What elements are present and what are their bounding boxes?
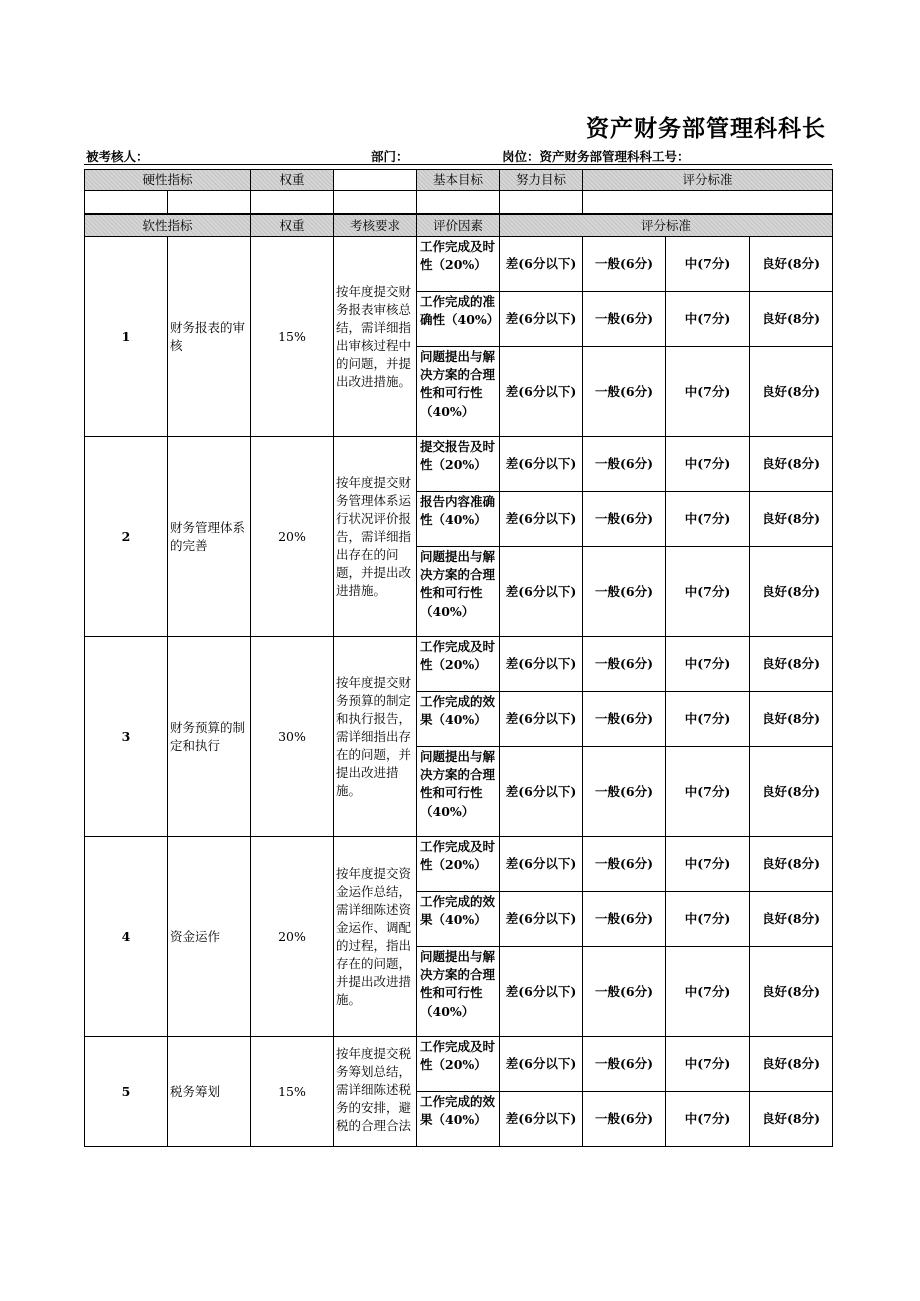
item-requirement: 按年度提交财务管理体系运行状况评价报告，需详细指出存在的问题，并提出改进措施。: [333, 436, 417, 637]
hard-header-indicator: 硬性指标: [84, 169, 251, 191]
score-good: 良好(8分): [749, 436, 833, 492]
item-weight: 20%: [250, 436, 334, 637]
soft-header-weight: 权重: [250, 214, 334, 237]
score-medium: 中(7分): [665, 491, 750, 547]
score-good: 良好(8分): [749, 346, 833, 437]
item-number: 2: [84, 436, 168, 637]
evaluation-factor: 报告内容准确性（40%）: [416, 491, 500, 547]
evaluation-factor: 问题提出与解决方案的合理性和可行性（40%）: [416, 546, 500, 637]
score-good: 良好(8分): [749, 291, 833, 347]
soft-header-requirement: 考核要求: [333, 214, 417, 237]
score-medium: 中(7分): [665, 1036, 750, 1092]
evaluation-factor: 工作完成的效果（40%）: [416, 1091, 500, 1147]
score-medium: 中(7分): [665, 891, 750, 947]
item-name: 资金运作: [167, 836, 251, 1037]
hard-empty-cell[interactable]: [582, 190, 833, 214]
score-medium: 中(7分): [665, 546, 750, 637]
hard-empty-cell[interactable]: [499, 190, 583, 214]
evaluation-factor: 工作完成的效果（40%）: [416, 891, 500, 947]
score-medium: 中(7分): [665, 691, 750, 747]
hard-header-blank: [333, 169, 417, 191]
score-good: 良好(8分): [749, 236, 833, 292]
score-fair: 一般(6分): [582, 236, 666, 292]
score-medium: 中(7分): [665, 291, 750, 347]
item-weight: 15%: [250, 1036, 334, 1147]
score-medium: 中(7分): [665, 836, 750, 892]
score-medium: 中(7分): [665, 346, 750, 437]
score-poor: 差(6分以下): [499, 546, 583, 637]
evaluation-factor: 工作完成的准确性（40%）: [416, 291, 500, 347]
score-good: 良好(8分): [749, 746, 833, 837]
score-fair: 一般(6分): [582, 1036, 666, 1092]
score-poor: 差(6分以下): [499, 891, 583, 947]
item-requirement: 按年度提交财务报表审核总结，需详细指出审核过程中的问题，并提出改进措施。: [333, 236, 417, 437]
score-poor: 差(6分以下): [499, 346, 583, 437]
score-poor: 差(6分以下): [499, 1091, 583, 1147]
score-poor: 差(6分以下): [499, 436, 583, 492]
item-requirement: 按年度提交财务预算的制定和执行报告，需详细指出存在的问题，并提出改进措施。: [333, 636, 417, 837]
score-medium: 中(7分): [665, 636, 750, 692]
score-good: 良好(8分): [749, 1036, 833, 1092]
item-weight: 30%: [250, 636, 334, 837]
evaluation-factor: 问题提出与解决方案的合理性和可行性（40%）: [416, 346, 500, 437]
score-poor: 差(6分以下): [499, 291, 583, 347]
score-fair: 一般(6分): [582, 546, 666, 637]
hard-empty-cell[interactable]: [84, 190, 168, 214]
evaluation-factor: 工作完成的效果（40%）: [416, 691, 500, 747]
item-number: 5: [84, 1036, 168, 1147]
score-medium: 中(7分): [665, 1091, 750, 1147]
hard-header-weight: 权重: [250, 169, 334, 191]
score-poor: 差(6分以下): [499, 746, 583, 837]
evaluation-factor: 提交报告及时性（20%）: [416, 436, 500, 492]
score-good: 良好(8分): [749, 891, 833, 947]
score-fair: 一般(6分): [582, 291, 666, 347]
score-poor: 差(6分以下): [499, 691, 583, 747]
score-fair: 一般(6分): [582, 691, 666, 747]
item-number: 3: [84, 636, 168, 837]
score-good: 良好(8分): [749, 636, 833, 692]
item-number: 1: [84, 236, 168, 437]
page-title: 资产财务部管理科科长: [586, 115, 826, 142]
score-fair: 一般(6分): [582, 891, 666, 947]
score-medium: 中(7分): [665, 436, 750, 492]
score-good: 良好(8分): [749, 546, 833, 637]
score-good: 良好(8分): [749, 691, 833, 747]
item-requirement: 按年度提交税务筹划总结，需详细陈述税务的安排，避税的合理合法: [333, 1036, 417, 1147]
item-name: 财务预算的制定和执行: [167, 636, 251, 837]
item-name: 财务管理体系的完善: [167, 436, 251, 637]
evaluation-factor: 工作完成及时性（20%）: [416, 836, 500, 892]
hard-empty-cell[interactable]: [333, 190, 417, 214]
score-poor: 差(6分以下): [499, 636, 583, 692]
examinee-label: 被考核人：: [86, 149, 149, 164]
score-fair: 一般(6分): [582, 346, 666, 437]
score-good: 良好(8分): [749, 946, 833, 1037]
score-medium: 中(7分): [665, 236, 750, 292]
soft-header-scoring: 评分标准: [499, 214, 833, 237]
soft-header-factor: 评价因素: [416, 214, 500, 237]
score-fair: 一般(6分): [582, 636, 666, 692]
score-good: 良好(8分): [749, 1091, 833, 1147]
score-fair: 一般(6分): [582, 491, 666, 547]
score-poor: 差(6分以下): [499, 946, 583, 1037]
evaluation-factor: 问题提出与解决方案的合理性和可行性（40%）: [416, 746, 500, 837]
info-underline: [84, 164, 832, 165]
hard-empty-cell[interactable]: [250, 190, 334, 214]
evaluation-factor: 工作完成及时性（20%）: [416, 636, 500, 692]
position-label: 岗位：资产财务部管理科科工号：: [502, 149, 690, 164]
item-number: 4: [84, 836, 168, 1037]
hard-header-scoring: 评分标准: [582, 169, 833, 191]
hard-empty-cell[interactable]: [416, 190, 500, 214]
score-fair: 一般(6分): [582, 836, 666, 892]
item-weight: 20%: [250, 836, 334, 1037]
item-weight: 15%: [250, 236, 334, 437]
score-good: 良好(8分): [749, 836, 833, 892]
item-name: 财务报表的审核: [167, 236, 251, 437]
score-good: 良好(8分): [749, 491, 833, 547]
score-fair: 一般(6分): [582, 436, 666, 492]
evaluation-factor: 问题提出与解决方案的合理性和可行性（40%）: [416, 946, 500, 1037]
evaluation-factor: 工作完成及时性（20%）: [416, 1036, 500, 1092]
hard-header-effort-target: 努力目标: [499, 169, 583, 191]
hard-empty-cell[interactable]: [167, 190, 251, 214]
score-poor: 差(6分以下): [499, 491, 583, 547]
score-poor: 差(6分以下): [499, 236, 583, 292]
score-poor: 差(6分以下): [499, 1036, 583, 1092]
department-label: 部门：: [371, 149, 409, 164]
soft-header-indicator: 软性指标: [84, 214, 251, 237]
score-fair: 一般(6分): [582, 746, 666, 837]
score-fair: 一般(6分): [582, 1091, 666, 1147]
item-requirement: 按年度提交资金运作总结，需详细陈述资金运作、调配的过程，指出存在的问题，并提出改进措施。: [333, 836, 417, 1037]
score-medium: 中(7分): [665, 746, 750, 837]
score-poor: 差(6分以下): [499, 836, 583, 892]
item-name: 税务筹划: [167, 1036, 251, 1147]
score-medium: 中(7分): [665, 946, 750, 1037]
evaluation-factor: 工作完成及时性（20%）: [416, 236, 500, 292]
score-fair: 一般(6分): [582, 946, 666, 1037]
hard-header-basic-target: 基本目标: [416, 169, 500, 191]
